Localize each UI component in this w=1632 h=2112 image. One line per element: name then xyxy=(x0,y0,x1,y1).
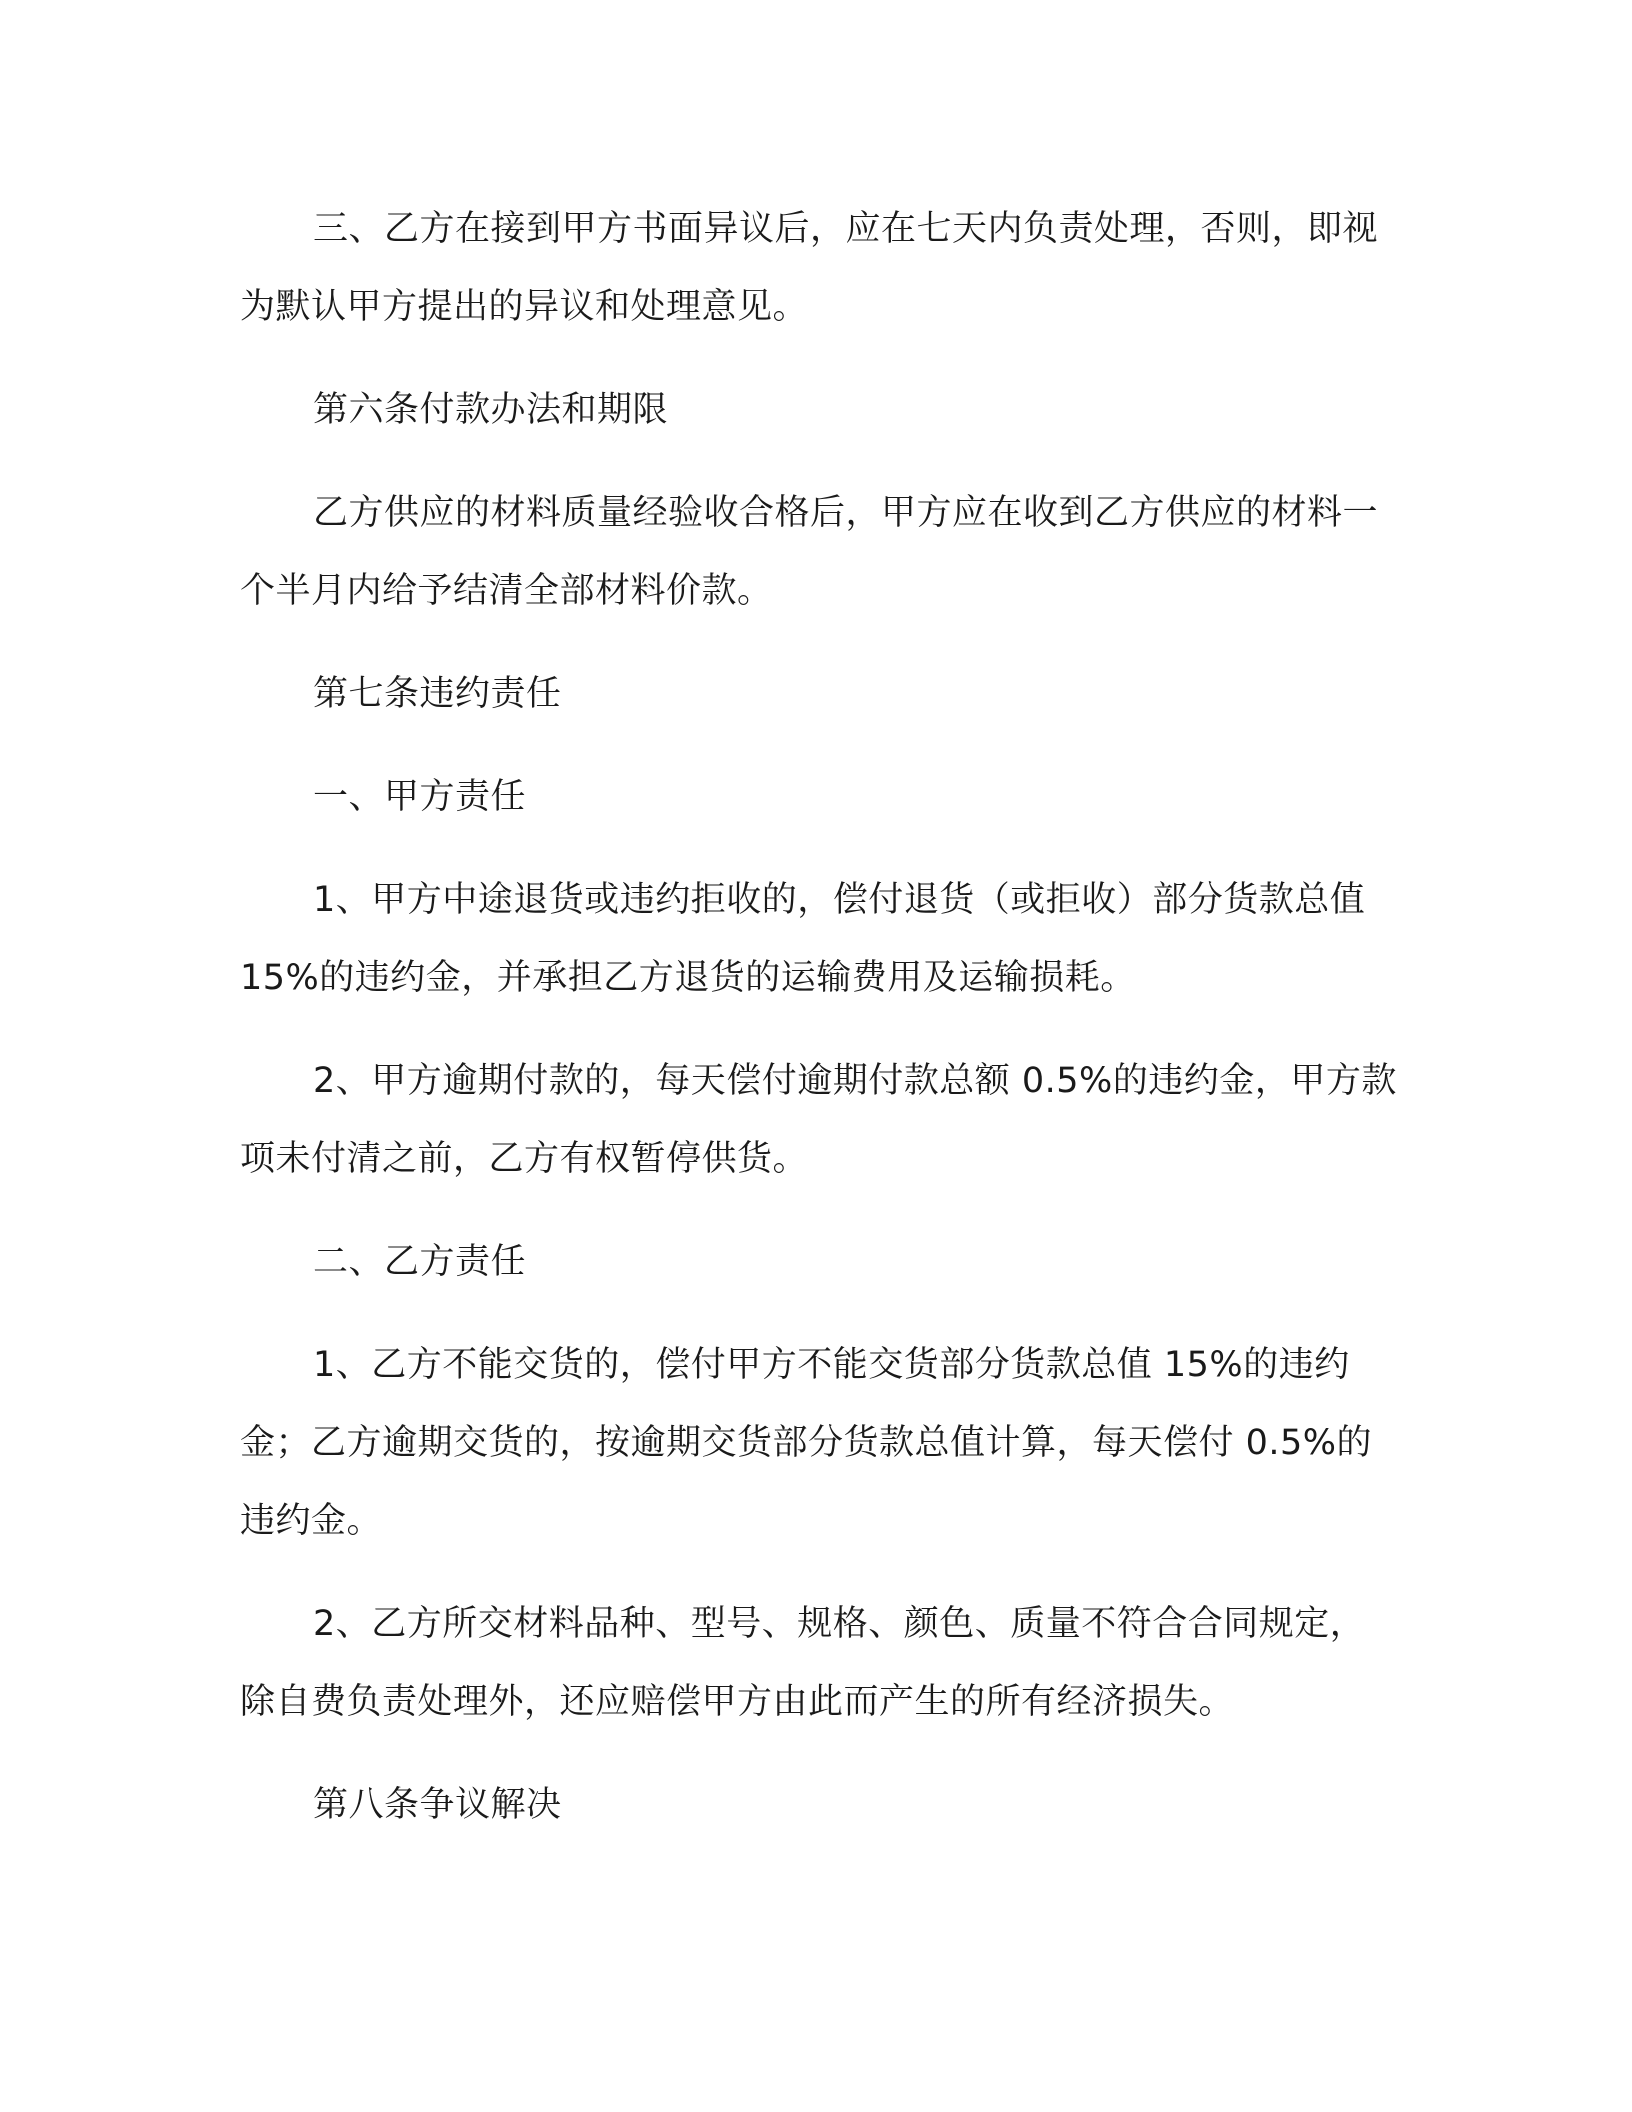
party-b-liability-heading: 二、乙方责任 xyxy=(313,1242,527,1282)
paragraph-payment-terms: 乙方供应的材料质量经验收合格后，甲方应在收到乙方供应的材料一个半月内给予结清全部材料价款。 xyxy=(240,493,1379,611)
document-body xyxy=(240,190,1400,1869)
article-8-heading: 第八条争议解决 xyxy=(313,1785,562,1825)
paragraph-party-a-1: 1、甲方中途退货或违约拒收的，偿付退货（或拒收）部分货款总值 15%的违约金，并承担乙方退货的运输费用及运输损耗。 xyxy=(240,880,1366,998)
article-6-heading: 第六条付款办法和期限 xyxy=(313,390,669,430)
paragraph-party-b-1: 1、乙方不能交货的，偿付甲方不能交货部分货款总值 15%的违约金；乙方逾期交货的，按逾期交货部分货款总值计算，每天偿付 0.5%的违约金。 xyxy=(240,1345,1373,1541)
article-7-heading: 第七条违约责任 xyxy=(313,674,562,714)
paragraph-party-a-2: 2、甲方逾期付款的，每天偿付逾期付款总额 0.5%的违约金，甲方款项未付清之前，乙方有权暂停供货。 xyxy=(240,1061,1397,1179)
paragraph-clause-5-3: 三、乙方在接到甲方书面异议后，应在七天内负责处理，否则，即视为默认甲方提出的异议和处理意见。 xyxy=(240,209,1379,327)
paragraph-party-b-2: 2、乙方所交材料品种、型号、规格、颜色、质量不符合合同规定，除自费负责处理外，还应赔偿甲方由此而产生的所有经济损失。 xyxy=(240,1604,1366,1722)
party-a-liability-heading: 一、甲方责任 xyxy=(313,777,527,817)
